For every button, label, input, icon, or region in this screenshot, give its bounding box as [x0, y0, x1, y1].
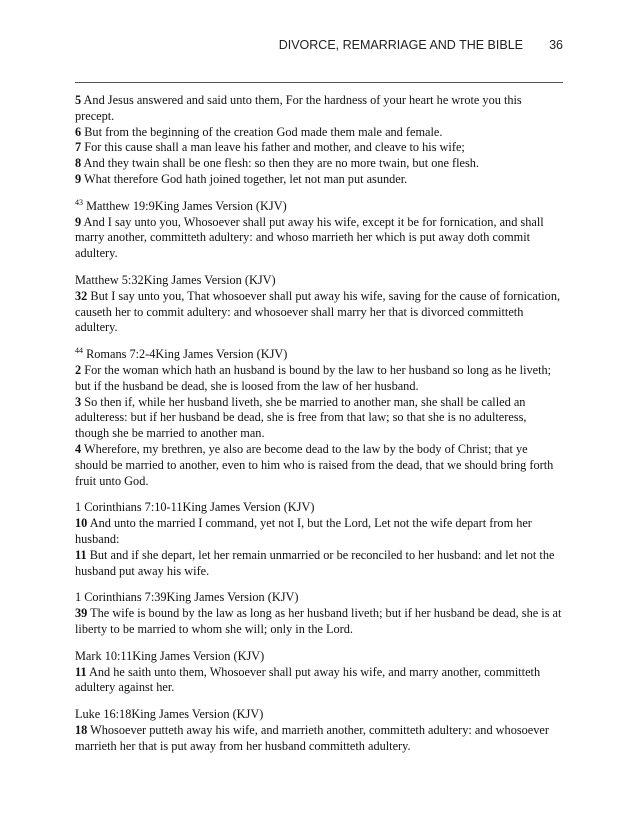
verse [75, 395, 563, 442]
verse-text: For this cause shall a man leave his father and mother, and cleave to his wife; [81, 140, 465, 155]
verse-number: 11 [75, 664, 87, 679]
scripture-block [75, 707, 563, 754]
reference-text: Matthew 5:32King James Version (KJV) [75, 272, 276, 287]
verse [75, 215, 563, 262]
verse-number: 9 [75, 171, 82, 186]
verse-text: Wherefore, my brethren, ye also are become dead to the law by the body of Christ; that ye should be married to another, even to him who is raised from the dead, that we should bring forth fruit unto God. [75, 441, 557, 488]
verse-number: 9 [75, 214, 82, 229]
footnote-marker: 44 [75, 346, 83, 356]
verse-number: 6 [75, 124, 82, 139]
scripture-block [75, 199, 563, 262]
scripture-block [75, 347, 563, 489]
scripture-block [75, 649, 563, 696]
reference-text: Luke 16:18King James Version (KJV) [75, 707, 264, 722]
verse [75, 363, 563, 395]
verse-number: 11 [75, 547, 87, 562]
verse-number: 8 [75, 156, 82, 171]
verse-text: But from the beginning of the creation God made them male and female. [81, 124, 443, 139]
verse [75, 606, 563, 638]
reference-text: Matthew 19:9King James Version (KJV) [83, 198, 287, 213]
verse [75, 723, 563, 755]
verse [75, 548, 563, 580]
scripture-reference [75, 590, 563, 606]
verse-text: And they twain shall be one flesh: so then they are no more twain, but one flesh. [81, 156, 480, 171]
verse-text: But I say unto you, That whosoever shall put away his wife, saving for the cause of fornication, causeth her to commit adultery: and whosoever shall marry her that is divorced committeth adultery. [75, 288, 564, 335]
verse-number: 39 [75, 606, 88, 621]
scripture-block [75, 273, 563, 336]
reference-text: Romans 7:2-4King James Version (KJV) [83, 347, 288, 362]
verse-number: 7 [75, 140, 82, 155]
verse-text: And he saith unto them, Whosoever shall put away his wife, and marry another, committeth adultery against her. [75, 664, 544, 695]
page-number: 36 [549, 38, 563, 52]
scripture-block [75, 500, 563, 579]
verse-text: What therefore God hath joined together, let not man put asunder. [81, 171, 408, 186]
scripture-block [75, 590, 563, 637]
verse-text: For the woman which hath an husband is bound by the law to her husband so long as he liveth; but if the husband be dead, she is loosed from the law of her husband. [75, 362, 555, 393]
verse [75, 665, 563, 697]
scripture-reference [75, 273, 563, 289]
reference-text: 1 Corinthians 7:10-11King James Version (KJV) [75, 500, 315, 515]
scripture-reference [75, 347, 563, 363]
footnote-marker: 43 [75, 197, 83, 207]
verse [75, 289, 563, 336]
reference-text: 1 Corinthians 7:39King James Version (KJV) [75, 590, 299, 605]
verse-number: 32 [75, 288, 88, 303]
verse [75, 156, 563, 172]
verse-text: And unto the married I command, yet not I, but the Lord, Let not the wife depart from her husband: [75, 516, 535, 546]
verse-text: But and if she depart, let her remain unmarried or be reconciled to her husband: and let not the husband put away his wife. [75, 547, 558, 578]
verse [75, 442, 563, 489]
verse [75, 172, 563, 188]
scripture-block [75, 93, 563, 188]
verse-number: 4 [75, 441, 82, 456]
reference-text: Mark 10:11King James Version (KJV) [75, 648, 265, 663]
running-title: DIVORCE, REMARRIAGE AND THE BIBLE [278, 38, 523, 52]
verse-number: 18 [75, 722, 88, 737]
scripture-reference [75, 649, 563, 665]
verse-text: And I say unto you, Whosoever shall put away his wife, except it be for fornication, and shall marry another, committeth adultery: and whoso marrieth her which is put away doth commit adultery. [75, 214, 547, 261]
verse-number: 2 [75, 362, 82, 377]
verse-number: 3 [75, 394, 82, 409]
verse-text: The wife is bound by the law as long as her husband liveth; but if her husband be dead, she is at liberty to be married to whom she will; only in the Lord. [75, 606, 565, 636]
verse [75, 93, 563, 125]
header-rule [75, 82, 563, 83]
verse-text: Whosoever putteth away his wife, and marrieth another, committeth adultery: and whosoever marrieth her that is put away from her husband committeth adultery. [75, 722, 553, 753]
page-header [75, 36, 563, 56]
verse-number: 10 [75, 516, 88, 531]
verse [75, 140, 563, 156]
verse [75, 125, 563, 141]
verse [75, 516, 563, 548]
verse-number: 5 [75, 93, 82, 107]
verse-text: And Jesus answered and said unto them, For the hardness of your heart he wrote you this precept. [75, 93, 525, 123]
scripture-content [75, 93, 563, 765]
verse-text: So then if, while her husband liveth, she be married to another man, she shall be called an adulteress: but if her husband be dead, she is free from that law; so that she is no adulteress, though she be married to another man. [75, 394, 530, 441]
scripture-reference [75, 500, 563, 516]
scripture-reference [75, 199, 563, 215]
scripture-reference [75, 707, 563, 723]
